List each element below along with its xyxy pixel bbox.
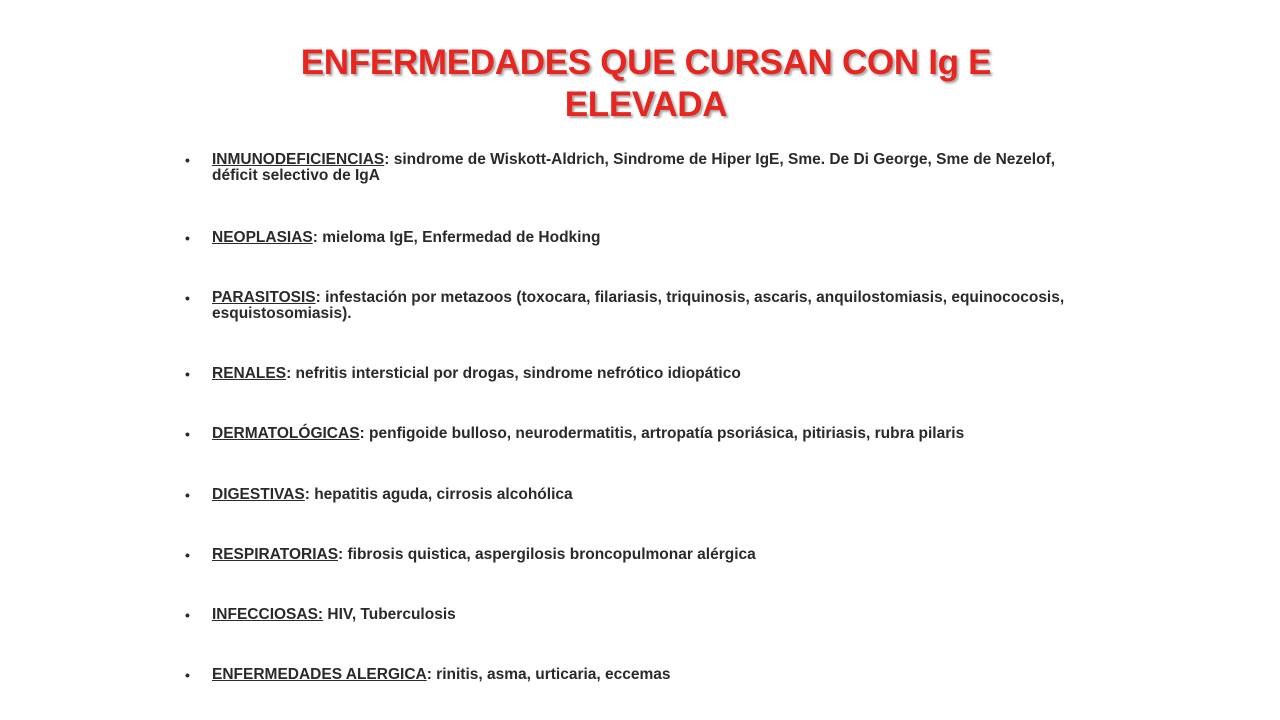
item-text: : mieloma IgE, Enfermedad de Hodking [312,229,601,246]
bullet-icon: • [185,426,190,442]
bullet-icon: • [185,366,190,382]
bullet-icon: • [185,230,190,246]
slide-title [0,42,1280,126]
bullet-icon: • [185,487,190,503]
item-category: PARASITOSIS [212,289,316,306]
slide-title-line-2: ELEVADA [564,85,728,124]
item-category: RESPIRATORIAS [212,546,339,563]
item-text: : hepatitis aguda, cirrosis alcohólica [304,486,573,503]
item-category: INMUNODEFICIENCIAS [212,151,385,168]
item-text: : fibrosis quistica, aspergilosis broncopulmonar alérgica [338,546,756,563]
item-category: NEOPLASIAS [212,229,313,246]
list-item-enfermedades-alergica [186,667,1086,683]
list-item-dermatologicas [186,426,1086,442]
bullet-icon: • [185,290,190,306]
item-text: : rinitis, asma, urticaria, eccemas [426,666,671,683]
slide-title-line-1: ENFERMEDADES QUE CURSAN CON Ig E [300,43,992,82]
list-item-infecciosas [186,607,1086,623]
item-text: : sindrome de Wiskott-Aldrich, Sindrome de Hiper IgE, Sme. De Di George, Sme de Nezelof, déficit selectivo de IgA [212,151,1056,184]
item-text: : penfigoide bulloso, neurodermatitis, artropatía psoriásica, pitiriasis, rubra pilaris [359,425,965,442]
list-item-inmunodeficiencias [186,152,1086,184]
list-item-digestivas [186,487,1086,503]
list-item-renales [186,366,1086,382]
item-text: : infestación por metazoos (toxocara, filariasis, triquinosis, ascaris, anquilostomiasis, equinococosis, esquistosomiasis). [212,289,1065,322]
bullet-icon: • [185,547,190,563]
item-category: DERMATOLÓGICAS [212,425,360,442]
bullet-icon: • [185,607,190,623]
item-text: : nefritis intersticial por drogas, sindrome nefrótico idiopático [286,365,741,382]
item-category: INFECCIOSAS: [212,606,324,623]
list-item-parasitosis [186,290,1086,322]
list-item-neoplasias [186,230,1086,246]
item-category: DIGESTIVAS [212,486,305,503]
list-item-respiratorias [186,547,1086,563]
bullet-icon: • [185,667,190,683]
bullet-icon: • [185,152,190,168]
item-category: RENALES [212,365,287,382]
item-text: HIV, Tuberculosis [323,606,456,623]
item-category: ENFERMEDADES ALERGICA [212,666,427,683]
